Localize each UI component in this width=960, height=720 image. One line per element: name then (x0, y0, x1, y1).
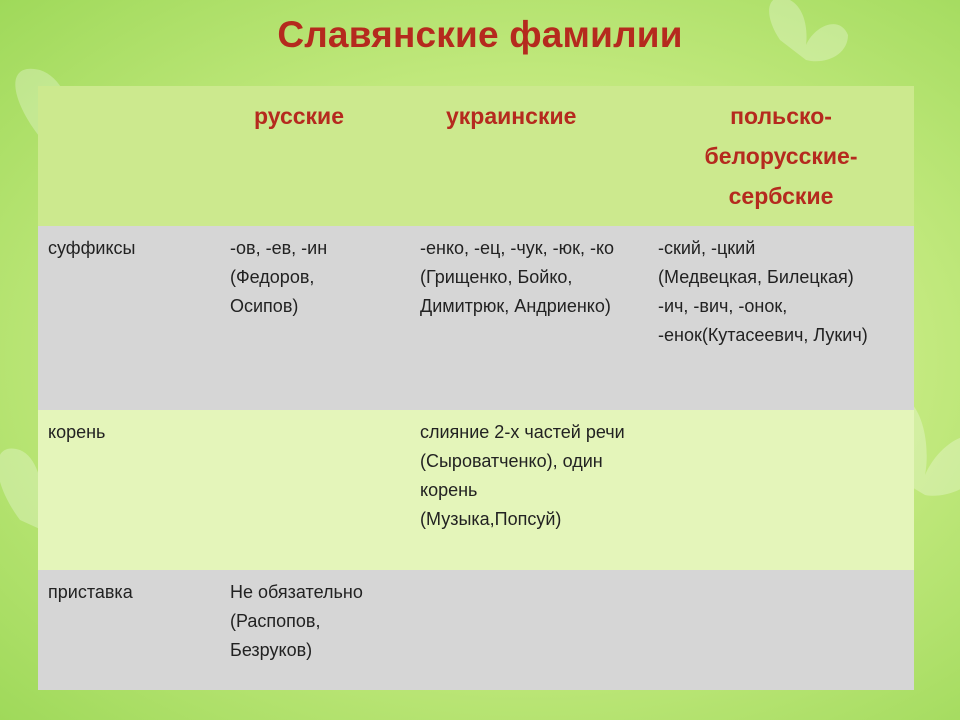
header-ukrainian: украинские (446, 103, 577, 129)
table-cell: -енко, -ец, -чук, -юк, -ко (Грищенко, Бойко, Димитрюк, Андриенко) (420, 238, 615, 316)
table-cell (648, 410, 914, 570)
page-title: Славянские фамилии (277, 14, 683, 55)
table-row (38, 410, 914, 570)
table-cell (220, 410, 410, 570)
table-cell (648, 570, 914, 690)
table-cell: Не обязательно (Распопов, Безруков) (230, 582, 363, 660)
header-polish-belarusian-serbian: польско- белорусские- сербские (704, 103, 858, 209)
header-russian: русские (254, 103, 344, 129)
table-cell: слияние 2-х частей речи (Сыроватченко), один корень (Музыка,Попсуй) (420, 422, 625, 529)
surname-table (38, 86, 914, 690)
header-empty-cell (38, 86, 220, 226)
table-cell: -ов, -ев, -ин (Федоров, Осипов) (230, 238, 328, 316)
row-label-root: корень (48, 422, 106, 442)
table-header-row (38, 86, 914, 226)
row-label-prefix: приставка (48, 582, 133, 602)
table-row (38, 570, 914, 690)
row-label-suffixes: суффиксы (48, 238, 136, 258)
table-cell (410, 570, 648, 690)
table-row (38, 226, 914, 410)
table-cell: -ский, -цкий (Медвецкая, Билецкая) -ич, -вич, -онок, -енок(Кутасеевич, Лукич) (658, 238, 868, 345)
